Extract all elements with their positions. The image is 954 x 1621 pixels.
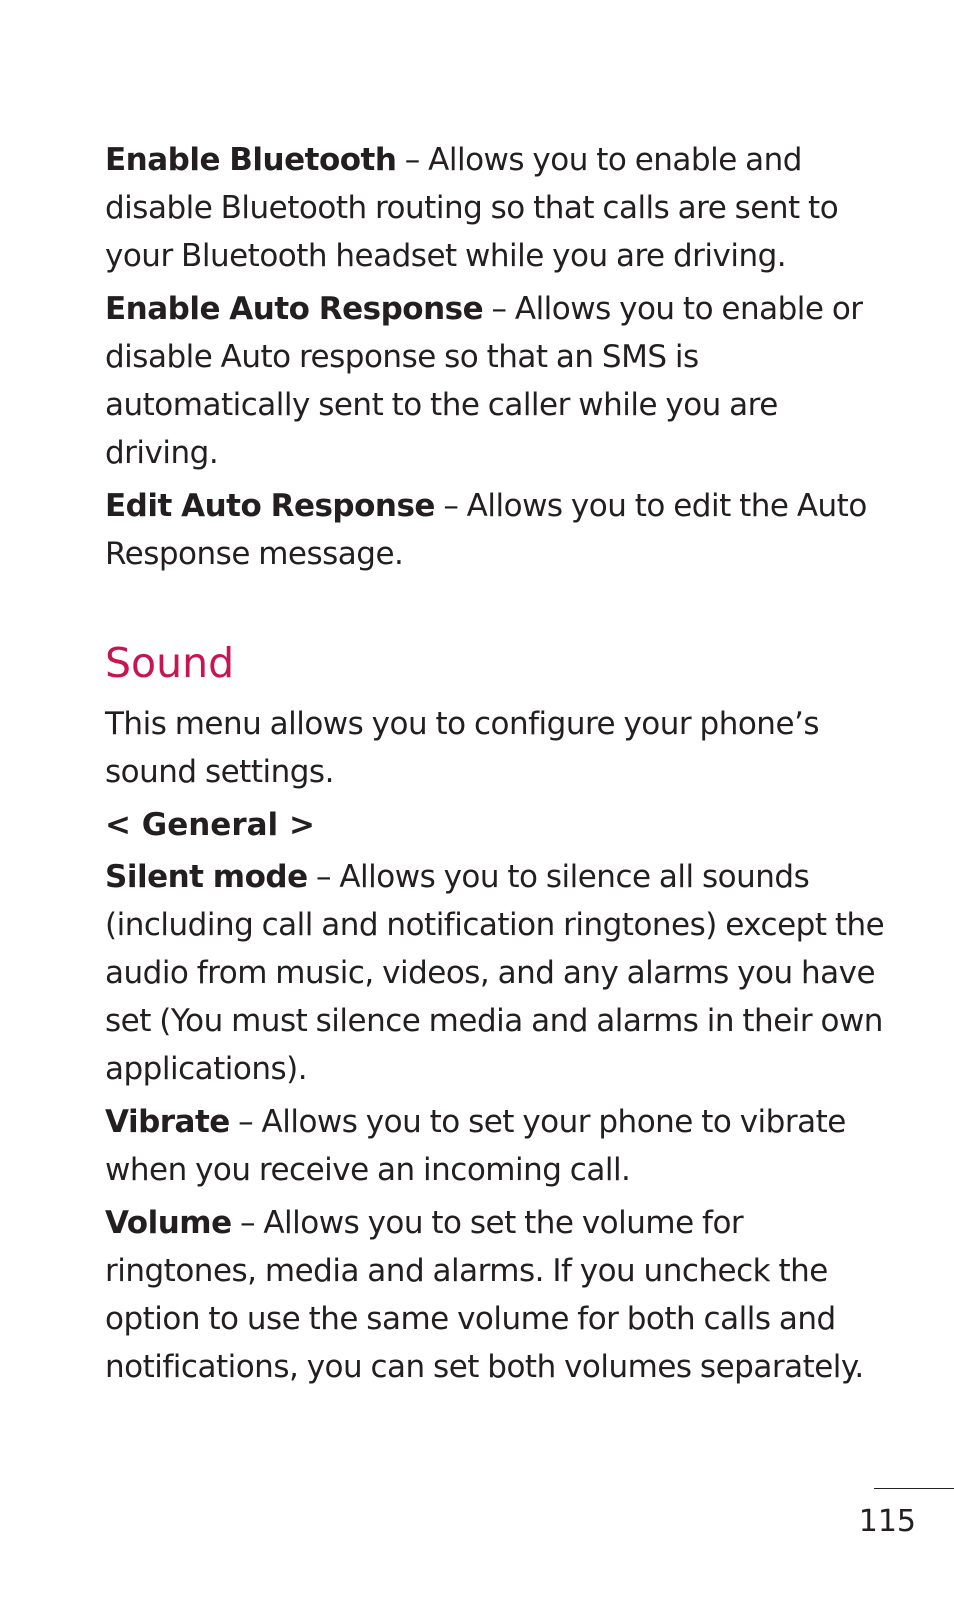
- page-content: [105, 136, 895, 1396]
- item-term: Enable Bluetooth: [105, 142, 397, 178]
- volume-item: [105, 1199, 895, 1391]
- silent-mode-item: [105, 853, 895, 1093]
- page-number: 115: [858, 1504, 916, 1539]
- item-description: – Allows you to set your phone to vibrate when you receive an incoming call.: [105, 1104, 846, 1188]
- item-term: Enable Auto Response: [105, 291, 484, 327]
- item-term: Volume: [105, 1205, 232, 1241]
- item-description: – Allows you to enable or disable Auto response so that an SMS is automatically sent to the caller while you are driving.: [105, 291, 863, 471]
- item-term: Silent mode: [105, 859, 308, 895]
- enable-auto-response-item: [105, 285, 895, 477]
- page-number-rule: [874, 1488, 954, 1489]
- item-description: – Allows you to edit the Auto Response message.: [105, 488, 867, 572]
- item-description: – Allows you to silence all sounds (including call and notification ringtones) except the audio from music, videos, and any alarms you have set (You must silence media and alarms in their own applications).: [105, 859, 885, 1087]
- general-subheading: < General >: [105, 807, 315, 843]
- edit-auto-response-item: [105, 482, 895, 578]
- item-description: – Allows you to enable and disable Bluetooth routing so that calls are sent to your Bluetooth headset while you are driving.: [105, 142, 839, 274]
- item-description: – Allows you to set the volume for ringtones, media and alarms. If you uncheck the option to use the same volume for both calls and notifications, you can set both volumes separately.: [105, 1205, 864, 1385]
- section-title-sound: Sound: [105, 639, 235, 687]
- item-term: Vibrate: [105, 1104, 230, 1140]
- vibrate-item: [105, 1098, 895, 1194]
- enable-bluetooth-item: [105, 136, 895, 280]
- item-term: Edit Auto Response: [105, 488, 435, 524]
- sound-intro: This menu allows you to configure your phone’s sound settings.: [105, 706, 820, 790]
